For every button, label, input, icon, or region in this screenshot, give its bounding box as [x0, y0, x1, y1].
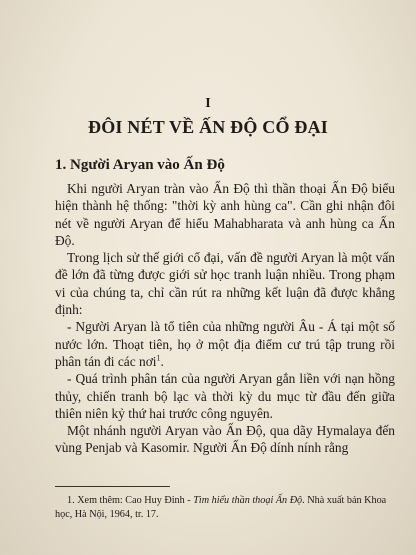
section-heading: 1. Người Aryan vào Ấn Độ	[55, 157, 225, 173]
footnote-reference: 1	[156, 353, 161, 363]
paragraph-1: Khi người Aryan tràn vào Ấn Độ thì thần thoại Ấn Độ biểu hiện thành hệ thống: "thời kỳ anh hùng ca". Cần ghi nhận đôi nét về người Aryan để hiểu Mahabharata và anh hùng ca Ấn Độ.	[55, 181, 395, 248]
paragraph-5: Một nhánh người Aryan vào Ấn Độ, qua dãy Hymalaya đến vùng Penjab và Kasomir. Người Ấn Độ dính nính rằng	[55, 423, 395, 456]
paragraph-2: Trong lịch sử thế giới cổ đại, vấn đề người Aryan là một vấn đề lớn đã từng được giới sử học tranh luận nhiều. Trong phạm vi của chúng ta, chỉ cần rút ra những kết luận đã được khẳng định:	[55, 250, 395, 318]
paragraph-3: - Người Aryan là tổ tiên của những người Âu - Á tại một số nước lớn. Thoạt tiên, họ ở một địa điểm cư trú tập trung rồi phân tán đi các nơi$^1$.	[55, 319, 395, 369]
body-text	[55, 180, 395, 457]
footnote-lead: 1. Xem thêm: Cao Huy Đỉnh -	[67, 495, 194, 506]
footnote	[55, 494, 395, 522]
paragraph-3-text: - Người Aryan là tổ tiên của những người Âu - Á tại một số nước lớn. Thoạt tiên, họ ở một địa điểm cư trú tập trung rồi phân tán đi các nơi	[55, 319, 395, 369]
footnote-book-title: Tìm hiểu thần thoại Ấn Độ	[193, 495, 303, 506]
paragraph-4: - Quá trình phân tán của người Aryan gắn liền với nạn hồng thủy, chiến tranh bộ lạc và thời kỳ du mục từ đầu đến giữa thiên niên kỷ thứ hai trước công nguyên.	[55, 371, 395, 421]
chapter-number: I	[205, 96, 211, 111]
footnote-rest: . Nhà xuất bản Khoa học, Hà Nội, 1964, tr. 17.	[55, 495, 387, 520]
footnote-divider	[55, 486, 170, 487]
chapter-title: ĐÔI NÉT VỀ ẤN ĐỘ CỔ ĐẠI	[88, 117, 328, 137]
